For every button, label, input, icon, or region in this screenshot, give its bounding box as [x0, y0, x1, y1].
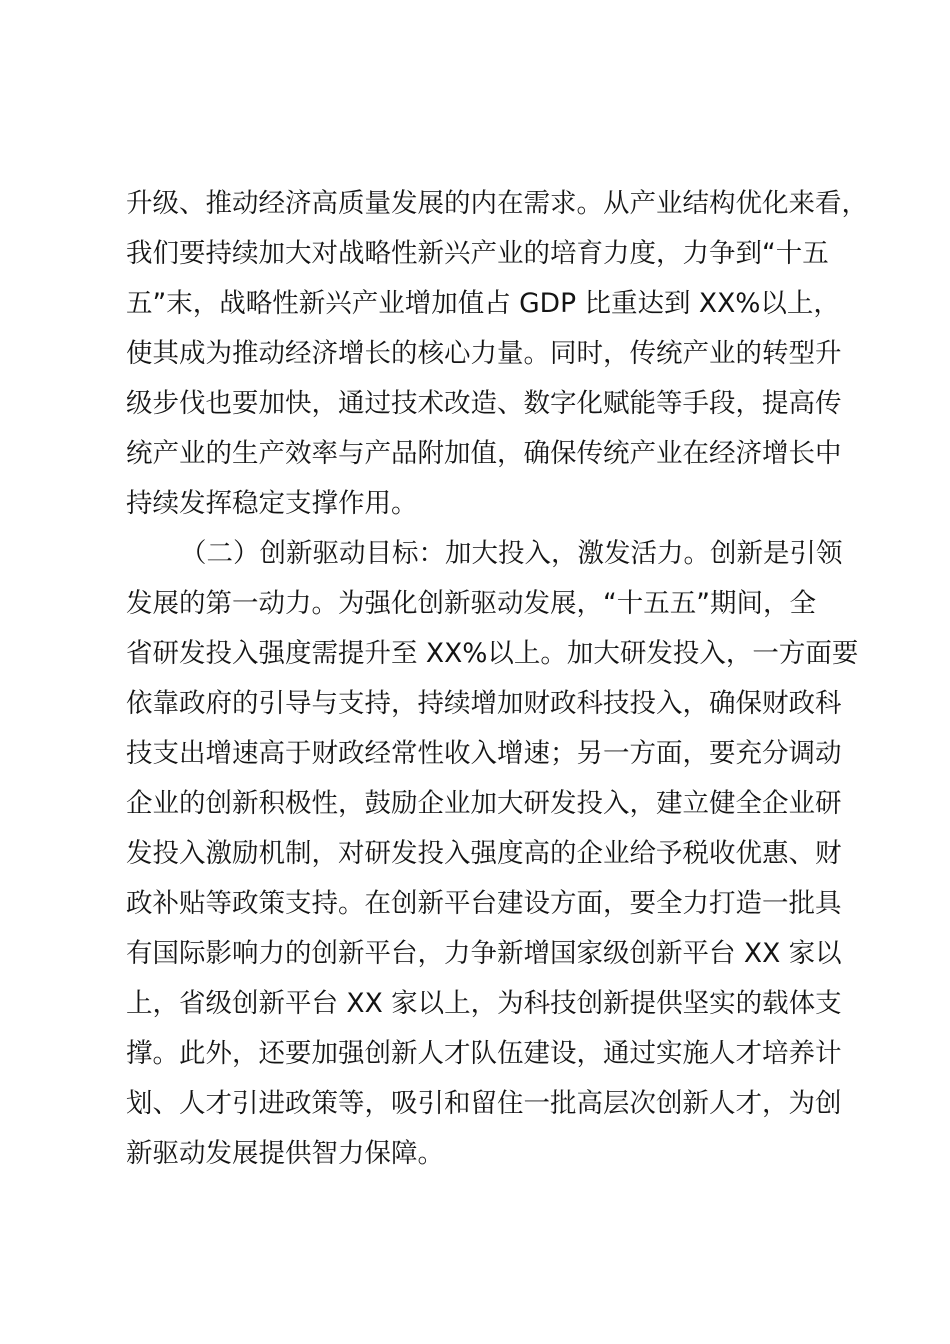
text-line: 升级、推动经济高质量发展的内在需求。从产业结构优化来看， [126, 188, 868, 219]
text-line: 统产业的生产效率与产品附加值，确保传统产业在经济增长中 [126, 438, 842, 469]
text-line: 技支出增速高于财政经常性收入增速；另一方面，要充分调动 [126, 738, 842, 769]
text-line: 新驱动发展提供智力保障。 [126, 1138, 444, 1169]
text-line: 级步伐也要加快，通过技术改造、数字化赋能等手段，提高传 [126, 388, 842, 419]
text-line: 上，省级创新平台 XX 家以上，为科技创新提供坚实的载体支 [126, 988, 842, 1019]
text-line: 持续发挥稳定支撑作用。 [126, 488, 418, 519]
text-line: 五”末，战略性新兴产业增加值占 GDP 比重达到 XX%以上， [126, 288, 840, 319]
text-line: 撑。此外，还要加强创新人才队伍建设，通过实施人才培养计 [126, 1038, 842, 1069]
text-line: 有国际影响力的创新平台，力争新增国家级创新平台 XX 家以 [126, 938, 842, 969]
text-line: 省研发投入强度需提升至 XX%以上。加大研发投入，一方面要 [126, 638, 859, 669]
text-line: 政补贴等政策支持。在创新平台建设方面，要全力打造一批具 [126, 888, 842, 919]
text-line: 使其成为推动经济增长的核心力量。同时，传统产业的转型升 [126, 338, 842, 369]
text-line: 我们要持续加大对战略性新兴产业的培育力度，力争到“十五 [126, 238, 829, 269]
text-line: 依靠政府的引导与支持，持续增加财政科技投入，确保财政科 [126, 688, 842, 719]
text-line: 发投入激励机制，对研发投入强度高的企业给予税收优惠、财 [126, 838, 842, 869]
text-line: 划、人才引进政策等，吸引和留住一批高层次创新人才，为创 [126, 1088, 842, 1119]
section-heading-line: （二）创新驱动目标：加大投入，激发活力。创新是引领 [180, 538, 843, 569]
text-line: 企业的创新积极性，鼓励企业加大研发投入，建立健全企业研 [126, 788, 842, 819]
text-line: 发展的第一动力。为强化创新驱动发展，“十五五”期间，全 [126, 588, 816, 619]
